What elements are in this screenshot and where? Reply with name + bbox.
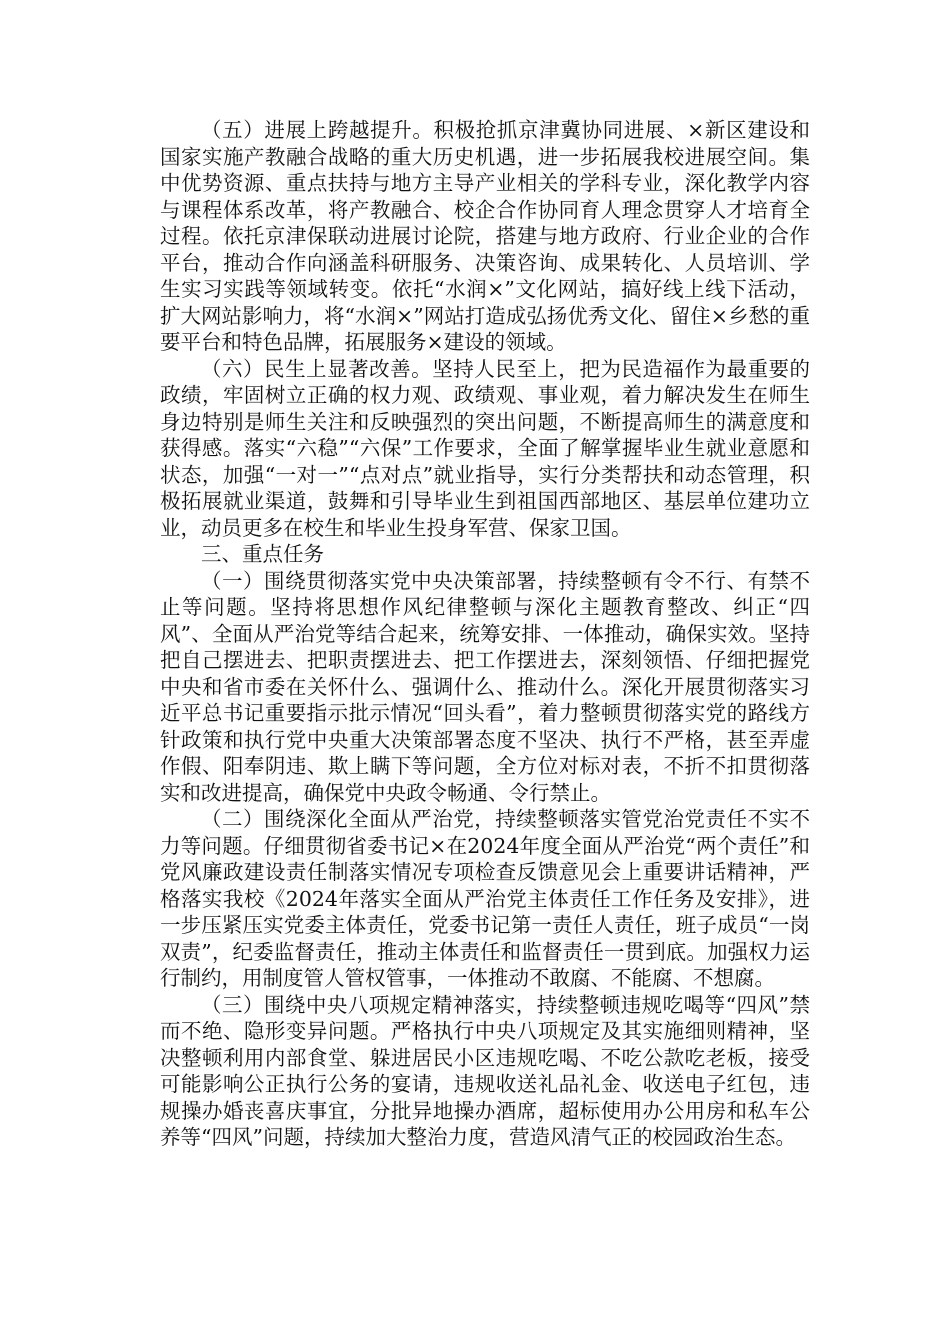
paragraph-livelihood: （六）民生上显著改善。坚持人民至上，把为民造福作为最重要的政绩，牢固树立正确的权力观、政绩观、事业观，着力解决发生在师生身边特别是师生关注和反映强烈的突出问题，不断提高师生的满意度和获得感。落实“六稳”“六保”工作要求，全面了解掌握毕业生就业意愿和状态，加强“一对一”“点对点”就业指导，实行分类帮扶和动态管理，积极拓展就业渠道，鼓舞和引导毕业生到祖国西部地区、基层单位建功立业，动员更多在校生和毕业生投身军营、保家卫国。 — [160, 356, 810, 540]
document-body — [160, 117, 810, 1151]
paragraph-task-two: （二）围绕深化全面从严治党，持续整顿落实管党治党责任不实不力等问题。仔细贯彻省委书记×在2024年度全面从严治党“两个责任”和党风廉政建设责任制落实情况专项检查反馈意见会上重要讲话精神，严格落实我校《2024年落实全面从严治党主体责任工作任务及安排》，进一步压紧压实党委主体责任，党委书记第一责任人责任，班子成员“一岗双责”，纪委监督责任，推动主体责任和监督责任一贯到底。加强权力运行制约，用制度管人管权管事，一体推动不敢腐、不能腐、不想腐。 — [160, 807, 810, 990]
section-heading-key-tasks: 三、重点任务 — [201, 542, 324, 566]
paragraph-task-three: （三）围绕中央八项规定精神落实，持续整顿违规吃喝等“四风”禁而不绝、隐形变异问题。严格执行中央八项规定及其实施细则精神，坚决整顿利用内部食堂、躲进居民小区违规吃喝、不吃公款吃老板，接受可能影响公正执行公务的宴请，违规收送礼品礼金、收送电子红包，违规操办婚丧喜庆事宜，分批异地操办酒席，超标使用办公用房和私车公养等“四风”问题，持续加大整治力度，营造风清气正的校园政治生态。 — [160, 992, 810, 1149]
paragraph-development: （五）进展上跨越提升。积极抢抓京津冀协同进展、×新区建设和国家实施产教融合战略的重大历史机遇，进一步拓展我校进展空间。集中优势资源、重点扶持与地方主导产业相关的学科专业，深化教学内容与课程体系改革，将产教融合、校企合作协同育人理念贯穿人才培育全过程。依托京津保联动进展讨论院，搭建与地方政府、行业企业的合作平台，推动合作向涵盖科研服务、决策咨询、成果转化、人员培训、学生实习实践等领域转变。依托“水润×”文化网站，搞好线上线下活动，扩大网站影响力，将“水润×”网站打造成弘扬优秀文化、留住×乡愁的重要平台和特色品牌，拓展服务×建设的领域。 — [160, 118, 810, 354]
paragraph-task-one: （一）围绕贯彻落实党中央决策部署，持续整顿有令不行、有禁不止等问题。坚持将思想作风纪律整顿与深化主题教育整改、纠正“四风”、全面从严治党等结合起来，统筹安排、一体推动，确保实效。坚持把自己摆进去、把职责摆进去、把工作摆进去，深刻领悟、仔细把握党中央和省市委在关怀什么、强调什么、推动什么。深化开展贯彻落实习近平总书记重要指示批示情况“回头看”，着力整顿贯彻落实党的路线方针政策和执行党中央重大决策部署态度不坚决、执行不严格，甚至弄虚作假、阳奉阴违、欺上瞒下等问题，全方位对标对表，不折不扣贯彻落实和改进提高，确保党中央政令畅通、令行禁止。 — [160, 568, 810, 805]
